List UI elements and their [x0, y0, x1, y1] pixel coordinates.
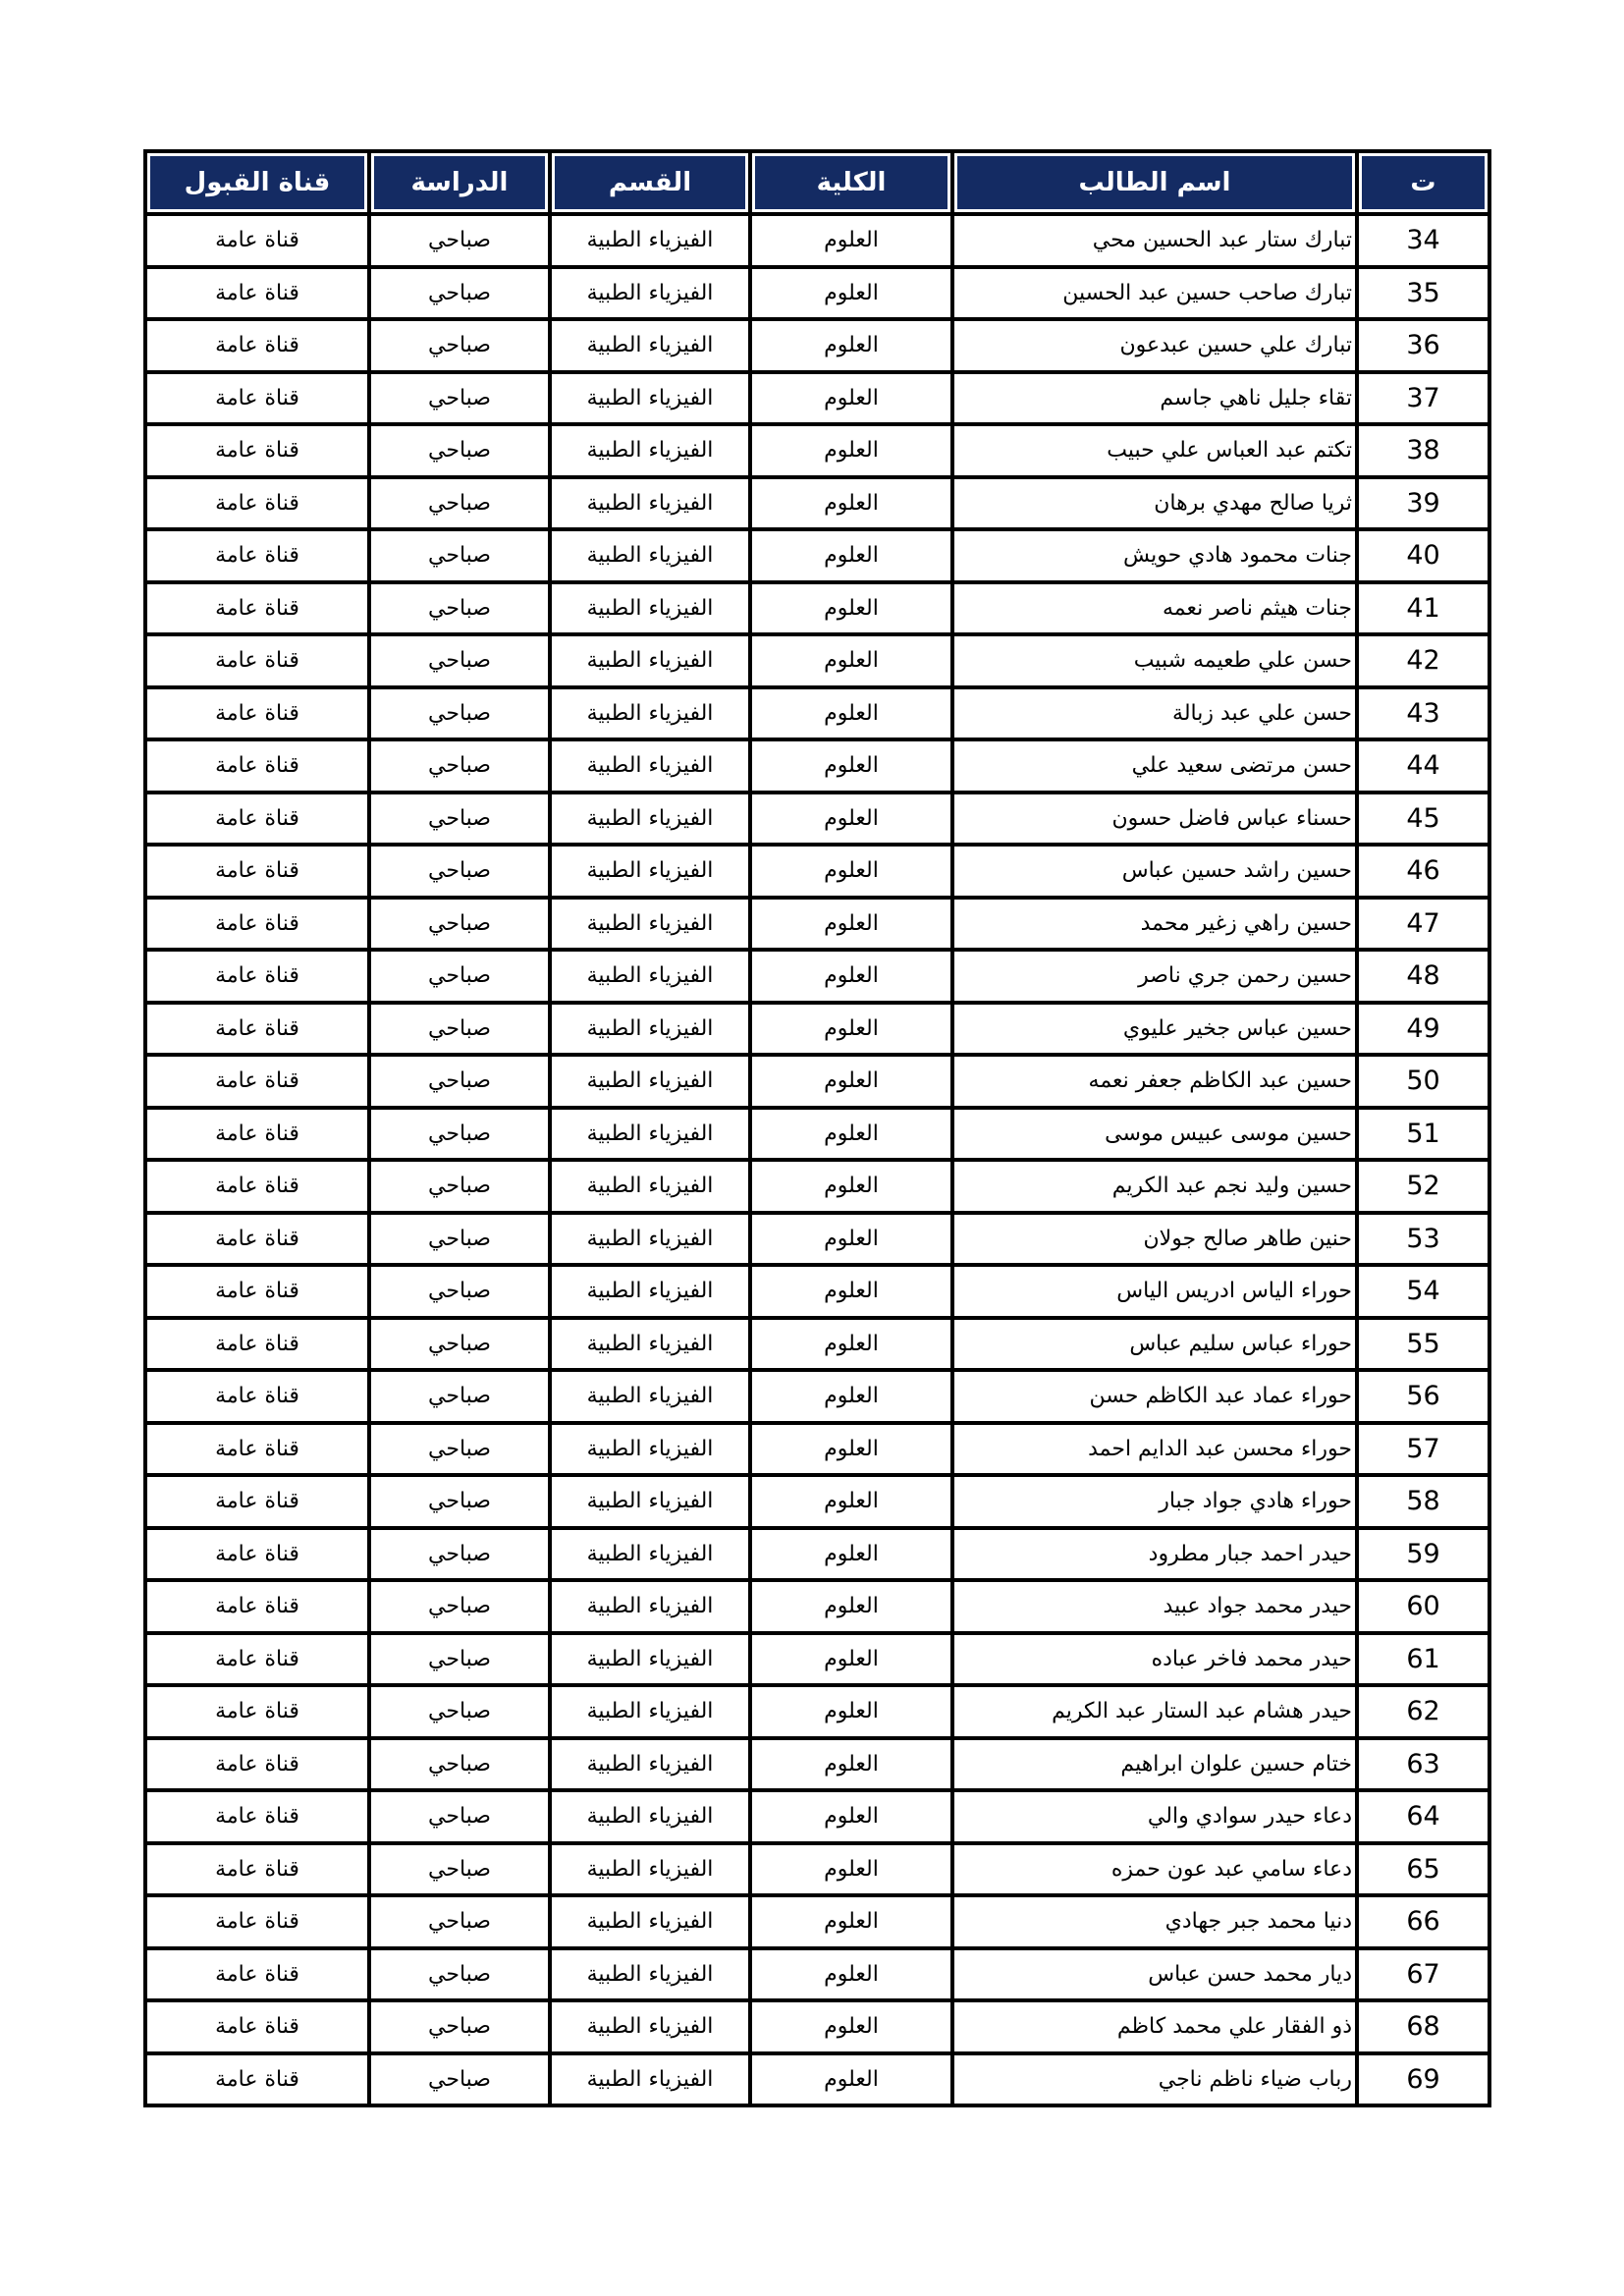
table-row — [145, 898, 1489, 951]
cell-study: صباحي — [369, 214, 550, 267]
table-body — [145, 214, 1489, 2105]
cell-college: العلوم — [750, 372, 952, 425]
cell-name: حسن مرتضى سعيد علي — [952, 739, 1357, 793]
cell-id: 36 — [1357, 319, 1489, 372]
cell-college: العلوم — [750, 1370, 952, 1423]
cell-id: 56 — [1357, 1370, 1489, 1423]
cell-department: الفيزياء الطبية — [550, 477, 750, 530]
cell-study: صباحي — [369, 1003, 550, 1056]
cell-id: 55 — [1357, 1318, 1489, 1371]
table-row — [145, 1003, 1489, 1056]
table-row — [145, 1160, 1489, 1213]
cell-department: الفيزياء الطبية — [550, 1108, 750, 1161]
table-row — [145, 2000, 1489, 2053]
cell-channel: قناة عامة — [145, 793, 369, 846]
cell-college: العلوم — [750, 424, 952, 477]
cell-department: الفيزياء الطبية — [550, 687, 750, 740]
cell-id: 66 — [1357, 1895, 1489, 1948]
cell-name: ذو الفقار علي محمد كاظم — [952, 2000, 1357, 2053]
cell-channel: قناة عامة — [145, 1213, 369, 1266]
table-row — [145, 214, 1489, 267]
table-row — [145, 1790, 1489, 1843]
cell-study: صباحي — [369, 1213, 550, 1266]
cell-id: 42 — [1357, 634, 1489, 687]
cell-name: حسين موسى عبيس موسى — [952, 1108, 1357, 1161]
cell-department: الفيزياء الطبية — [550, 214, 750, 267]
cell-study: صباحي — [369, 1108, 550, 1161]
cell-college: العلوم — [750, 739, 952, 793]
cell-department: الفيزياء الطبية — [550, 372, 750, 425]
cell-college: العلوم — [750, 2053, 952, 2106]
cell-department: الفيزياء الطبية — [550, 1790, 750, 1843]
table-row — [145, 372, 1489, 425]
cell-department: الفيزياء الطبية — [550, 739, 750, 793]
column-header-study: الدراسة — [369, 151, 550, 214]
cell-study: صباحي — [369, 1370, 550, 1423]
cell-id: 39 — [1357, 477, 1489, 530]
cell-study: صباحي — [369, 1738, 550, 1791]
cell-department: الفيزياء الطبية — [550, 1580, 750, 1633]
cell-study: صباحي — [369, 634, 550, 687]
cell-college: العلوم — [750, 634, 952, 687]
cell-college: العلوم — [750, 582, 952, 635]
cell-college: العلوم — [750, 2000, 952, 2053]
cell-department: الفيزياء الطبية — [550, 1475, 750, 1528]
cell-college: العلوم — [750, 1318, 952, 1371]
cell-channel: قناة عامة — [145, 582, 369, 635]
cell-department: الفيزياء الطبية — [550, 845, 750, 898]
cell-id: 35 — [1357, 267, 1489, 320]
cell-study: صباحي — [369, 739, 550, 793]
cell-college: العلوم — [750, 1108, 952, 1161]
cell-channel: قناة عامة — [145, 687, 369, 740]
cell-college: العلوم — [750, 319, 952, 372]
cell-college: العلوم — [750, 1475, 952, 1528]
cell-study: صباحي — [369, 424, 550, 477]
table-row — [145, 1423, 1489, 1476]
cell-college: العلوم — [750, 898, 952, 951]
cell-study: صباحي — [369, 1423, 550, 1476]
table-row — [145, 424, 1489, 477]
cell-department: الفيزياء الطبية — [550, 1265, 750, 1318]
cell-id: 69 — [1357, 2053, 1489, 2106]
cell-channel: قناة عامة — [145, 1948, 369, 2001]
students-table — [143, 149, 1491, 2107]
cell-id: 64 — [1357, 1790, 1489, 1843]
cell-channel: قناة عامة — [145, 1265, 369, 1318]
cell-study: صباحي — [369, 267, 550, 320]
cell-name: حيدر هشام عبد الستار عبد الكريم — [952, 1685, 1357, 1738]
cell-college: العلوم — [750, 845, 952, 898]
cell-channel: قناة عامة — [145, 1055, 369, 1108]
table-row — [145, 1948, 1489, 2001]
table-row — [145, 477, 1489, 530]
cell-channel: قناة عامة — [145, 1843, 369, 1896]
cell-college: العلوم — [750, 214, 952, 267]
cell-college: العلوم — [750, 1003, 952, 1056]
cell-study: صباحي — [369, 372, 550, 425]
cell-name: تبارك ستار عبد الحسين محي — [952, 214, 1357, 267]
cell-study: صباحي — [369, 1580, 550, 1633]
cell-channel: قناة عامة — [145, 529, 369, 582]
table-row — [145, 1633, 1489, 1686]
cell-id: 45 — [1357, 793, 1489, 846]
header-row — [145, 151, 1489, 214]
cell-department: الفيزياء الطبية — [550, 1528, 750, 1581]
cell-channel: قناة عامة — [145, 1895, 369, 1948]
cell-channel: قناة عامة — [145, 634, 369, 687]
cell-channel: قناة عامة — [145, 1685, 369, 1738]
cell-study: صباحي — [369, 845, 550, 898]
cell-id: 54 — [1357, 1265, 1489, 1318]
cell-name: حيدر محمد فاخر عباده — [952, 1633, 1357, 1686]
cell-department: الفيزياء الطبية — [550, 1160, 750, 1213]
column-header-serial: ت — [1357, 151, 1489, 214]
cell-name: حسناء عباس فاضل حسون — [952, 793, 1357, 846]
cell-department: الفيزياء الطبية — [550, 319, 750, 372]
cell-study: صباحي — [369, 319, 550, 372]
cell-id: 38 — [1357, 424, 1489, 477]
cell-department: الفيزياء الطبية — [550, 1003, 750, 1056]
cell-college: العلوم — [750, 1790, 952, 1843]
cell-id: 52 — [1357, 1160, 1489, 1213]
cell-college: العلوم — [750, 1843, 952, 1896]
cell-department: الفيزياء الطبية — [550, 634, 750, 687]
cell-name: تبارك صاحب حسين عبد الحسين — [952, 267, 1357, 320]
table-row — [145, 1895, 1489, 1948]
cell-name: حوراء محسن عبد الدايم احمد — [952, 1423, 1357, 1476]
cell-department: الفيزياء الطبية — [550, 1423, 750, 1476]
cell-channel: قناة عامة — [145, 424, 369, 477]
cell-study: صباحي — [369, 1055, 550, 1108]
cell-channel: قناة عامة — [145, 1160, 369, 1213]
cell-channel: قناة عامة — [145, 898, 369, 951]
table-row — [145, 739, 1489, 793]
cell-name: ختام حسين علوان ابراهيم — [952, 1738, 1357, 1791]
cell-id: 65 — [1357, 1843, 1489, 1896]
cell-college: العلوم — [750, 1580, 952, 1633]
cell-department: الفيزياء الطبية — [550, 529, 750, 582]
cell-name: ثريا صالح مهدي برهان — [952, 477, 1357, 530]
cell-channel: قناة عامة — [145, 1370, 369, 1423]
cell-study: صباحي — [369, 687, 550, 740]
cell-department: الفيزياء الطبية — [550, 950, 750, 1003]
cell-department: الفيزياء الطبية — [550, 898, 750, 951]
table-row — [145, 1843, 1489, 1896]
cell-college: العلوم — [750, 1895, 952, 1948]
cell-channel: قناة عامة — [145, 739, 369, 793]
cell-study: صباحي — [369, 1475, 550, 1528]
cell-name: دعاء حيدر سوادي والي — [952, 1790, 1357, 1843]
cell-channel: قناة عامة — [145, 2053, 369, 2106]
table-row — [145, 1108, 1489, 1161]
cell-id: 58 — [1357, 1475, 1489, 1528]
cell-college: العلوم — [750, 267, 952, 320]
cell-name: حسين راشد حسين عباس — [952, 845, 1357, 898]
cell-name: ديار محمد حسن عباس — [952, 1948, 1357, 2001]
cell-name: دنيا محمد جبر جهادي — [952, 1895, 1357, 1948]
cell-id: 60 — [1357, 1580, 1489, 1633]
cell-id: 46 — [1357, 845, 1489, 898]
cell-study: صباحي — [369, 1790, 550, 1843]
table-row — [145, 267, 1489, 320]
cell-name: رباب ضياء ناظم ناجي — [952, 2053, 1357, 2106]
cell-study: صباحي — [369, 1685, 550, 1738]
cell-department: الفيزياء الطبية — [550, 1948, 750, 2001]
cell-id: 63 — [1357, 1738, 1489, 1791]
table-row — [145, 529, 1489, 582]
table-row — [145, 1370, 1489, 1423]
table-row — [145, 2053, 1489, 2106]
cell-id: 34 — [1357, 214, 1489, 267]
cell-study: صباحي — [369, 1843, 550, 1896]
cell-study: صباحي — [369, 1948, 550, 2001]
cell-channel: قناة عامة — [145, 1108, 369, 1161]
cell-id: 47 — [1357, 898, 1489, 951]
table-header — [145, 151, 1489, 214]
cell-college: العلوم — [750, 1213, 952, 1266]
table-row — [145, 1265, 1489, 1318]
cell-study: صباحي — [369, 950, 550, 1003]
cell-id: 53 — [1357, 1213, 1489, 1266]
cell-name: حسين عباس جخير عليوي — [952, 1003, 1357, 1056]
cell-department: الفيزياء الطبية — [550, 1055, 750, 1108]
cell-study: صباحي — [369, 2000, 550, 2053]
cell-college: العلوم — [750, 1055, 952, 1108]
table-row — [145, 950, 1489, 1003]
cell-id: 68 — [1357, 2000, 1489, 2053]
cell-college: العلوم — [750, 529, 952, 582]
cell-channel: قناة عامة — [145, 267, 369, 320]
column-header-department: القسم — [550, 151, 750, 214]
cell-id: 37 — [1357, 372, 1489, 425]
cell-name: حسن علي طعيمه شبيب — [952, 634, 1357, 687]
table-row — [145, 634, 1489, 687]
cell-department: الفيزياء الطبية — [550, 1843, 750, 1896]
cell-college: العلوم — [750, 1528, 952, 1581]
cell-id: 48 — [1357, 950, 1489, 1003]
cell-study: صباحي — [369, 1318, 550, 1371]
cell-study: صباحي — [369, 1633, 550, 1686]
cell-college: العلوم — [750, 1633, 952, 1686]
cell-channel: قناة عامة — [145, 319, 369, 372]
cell-department: الفيزياء الطبية — [550, 2053, 750, 2106]
cell-name: حسين راهي زغير محمد — [952, 898, 1357, 951]
table-row — [145, 1213, 1489, 1266]
cell-department: الفيزياء الطبية — [550, 267, 750, 320]
cell-channel: قناة عامة — [145, 1475, 369, 1528]
cell-study: صباحي — [369, 1895, 550, 1948]
cell-id: 67 — [1357, 1948, 1489, 2001]
cell-id: 59 — [1357, 1528, 1489, 1581]
cell-college: العلوم — [750, 1948, 952, 2001]
cell-name: دعاء سامي عبد عون حمزه — [952, 1843, 1357, 1896]
cell-department: الفيزياء الطبية — [550, 2000, 750, 2053]
cell-name: حيدر احمد جبار مطرود — [952, 1528, 1357, 1581]
table-row — [145, 687, 1489, 740]
cell-name: تقاء جليل ناهي جاسم — [952, 372, 1357, 425]
cell-name: حسين وليد نجم عبد الكريم — [952, 1160, 1357, 1213]
cell-college: العلوم — [750, 1265, 952, 1318]
cell-study: صباحي — [369, 529, 550, 582]
column-header-college: الكلية — [750, 151, 952, 214]
table-row — [145, 1055, 1489, 1108]
cell-name: حسين عبد الكاظم جعفر نعمه — [952, 1055, 1357, 1108]
cell-study: صباحي — [369, 793, 550, 846]
table-row — [145, 582, 1489, 635]
table-row — [145, 1685, 1489, 1738]
cell-id: 51 — [1357, 1108, 1489, 1161]
cell-name: حوراء هادي جواد جبار — [952, 1475, 1357, 1528]
cell-college: العلوم — [750, 1423, 952, 1476]
cell-department: الفيزياء الطبية — [550, 793, 750, 846]
cell-department: الفيزياء الطبية — [550, 1738, 750, 1791]
table-row — [145, 1580, 1489, 1633]
cell-channel: قناة عامة — [145, 1738, 369, 1791]
cell-id: 40 — [1357, 529, 1489, 582]
cell-study: صباحي — [369, 898, 550, 951]
cell-id: 44 — [1357, 739, 1489, 793]
cell-id: 49 — [1357, 1003, 1489, 1056]
cell-college: العلوم — [750, 1738, 952, 1791]
table-row — [145, 845, 1489, 898]
cell-id: 43 — [1357, 687, 1489, 740]
table-row — [145, 1475, 1489, 1528]
cell-id: 50 — [1357, 1055, 1489, 1108]
cell-college: العلوم — [750, 950, 952, 1003]
cell-channel: قناة عامة — [145, 1528, 369, 1581]
column-header-admission-channel: قناة القبول — [145, 151, 369, 214]
cell-channel: قناة عامة — [145, 1790, 369, 1843]
cell-channel: قناة عامة — [145, 1003, 369, 1056]
cell-name: حسين رحمن جري ناصر — [952, 950, 1357, 1003]
cell-id: 57 — [1357, 1423, 1489, 1476]
cell-department: الفيزياء الطبية — [550, 1633, 750, 1686]
cell-college: العلوم — [750, 477, 952, 530]
cell-id: 61 — [1357, 1633, 1489, 1686]
cell-department: الفيزياء الطبية — [550, 1318, 750, 1371]
cell-name: حوراء عماد عبد الكاظم حسن — [952, 1370, 1357, 1423]
column-header-student-name: اسم الطالب — [952, 151, 1357, 214]
cell-name: جنات محمود هادي حويش — [952, 529, 1357, 582]
cell-study: صباحي — [369, 1160, 550, 1213]
cell-department: الفيزياء الطبية — [550, 424, 750, 477]
cell-study: صباحي — [369, 2053, 550, 2106]
cell-name: حنين طاهر صالح جولان — [952, 1213, 1357, 1266]
cell-channel: قناة عامة — [145, 845, 369, 898]
cell-id: 62 — [1357, 1685, 1489, 1738]
table-row — [145, 1528, 1489, 1581]
cell-name: حسن علي عبد زبالة — [952, 687, 1357, 740]
cell-name: تبارك علي حسين عبدعون — [952, 319, 1357, 372]
cell-department: الفيزياء الطبية — [550, 582, 750, 635]
cell-channel: قناة عامة — [145, 1318, 369, 1371]
cell-channel: قناة عامة — [145, 477, 369, 530]
cell-department: الفيزياء الطبية — [550, 1685, 750, 1738]
cell-name: حوراء عباس سليم عباس — [952, 1318, 1357, 1371]
cell-channel: قناة عامة — [145, 1633, 369, 1686]
cell-study: صباحي — [369, 1265, 550, 1318]
cell-name: حيدر محمد جواد عبيد — [952, 1580, 1357, 1633]
cell-channel: قناة عامة — [145, 214, 369, 267]
cell-channel: قناة عامة — [145, 2000, 369, 2053]
cell-study: صباحي — [369, 477, 550, 530]
cell-college: العلوم — [750, 1160, 952, 1213]
cell-channel: قناة عامة — [145, 1580, 369, 1633]
cell-department: الفيزياء الطبية — [550, 1895, 750, 1948]
table-row — [145, 793, 1489, 846]
cell-channel: قناة عامة — [145, 372, 369, 425]
table-row — [145, 1738, 1489, 1791]
cell-department: الفيزياء الطبية — [550, 1213, 750, 1266]
cell-study: صباحي — [369, 1528, 550, 1581]
table-row — [145, 1318, 1489, 1371]
cell-name: حوراء الياس ادريس الياس — [952, 1265, 1357, 1318]
cell-name: جنات هيثم ناصر نعمه — [952, 582, 1357, 635]
cell-channel: قناة عامة — [145, 1423, 369, 1476]
cell-name: تكتم عبد العباس علي حبيب — [952, 424, 1357, 477]
cell-id: 41 — [1357, 582, 1489, 635]
cell-study: صباحي — [369, 582, 550, 635]
cell-college: العلوم — [750, 1685, 952, 1738]
cell-department: الفيزياء الطبية — [550, 1370, 750, 1423]
cell-channel: قناة عامة — [145, 950, 369, 1003]
cell-college: العلوم — [750, 687, 952, 740]
cell-college: العلوم — [750, 793, 952, 846]
table-row — [145, 319, 1489, 372]
